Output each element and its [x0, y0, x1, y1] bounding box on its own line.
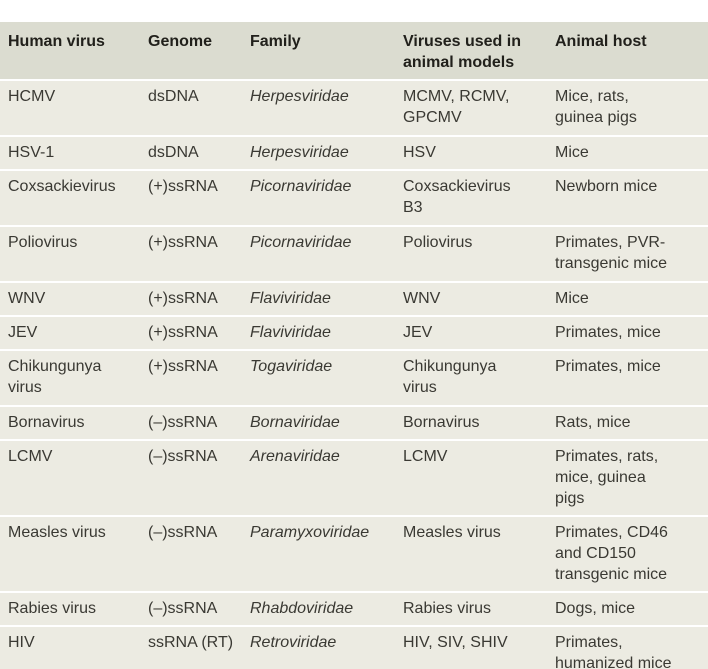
cell-family: Retroviridae: [250, 634, 337, 651]
cell-animal-host: Primates, mice: [555, 324, 661, 341]
cell-genome: (+)ssRNA: [148, 324, 218, 341]
cell-family: Flaviviridae: [250, 324, 331, 341]
cell-animal-models: HSV: [403, 144, 436, 161]
cell-genome: dsDNA: [148, 144, 199, 161]
table-row: [0, 317, 708, 351]
table-row: [0, 593, 708, 627]
cell-family: Arenaviridae: [250, 448, 340, 465]
column-header-animal-models: Viruses used in animal models: [403, 33, 521, 71]
cell-animal-host: Primates, mice: [555, 358, 661, 375]
cell-animal-host: Newborn mice: [555, 178, 658, 195]
cell-human-virus: Poliovirus: [8, 234, 78, 251]
cell-human-virus: HSV-1: [8, 144, 55, 161]
cell-human-virus: WNV: [8, 290, 46, 307]
cell-animal-models: Bornavirus: [403, 414, 480, 431]
cell-family: Picornaviridae: [250, 234, 352, 251]
cell-family: Togaviridae: [250, 358, 333, 375]
cell-genome: (+)ssRNA: [148, 290, 218, 307]
cell-genome: ssRNA (RT): [148, 634, 234, 651]
column-header-family: Family: [250, 33, 301, 50]
cell-animal-models: Chikungunya virus: [403, 358, 497, 396]
cell-genome: (–)ssRNA: [148, 524, 218, 541]
cell-family: Flaviviridae: [250, 290, 331, 307]
cell-genome: (–)ssRNA: [148, 414, 218, 431]
cell-animal-models: HIV, SIV, SHIV: [403, 634, 508, 651]
table-row: [0, 283, 708, 317]
cell-animal-models: Coxsackievirus B3: [403, 178, 511, 216]
cell-human-virus: LCMV: [8, 448, 53, 465]
cell-animal-models: JEV: [403, 324, 433, 341]
virus-table: [0, 22, 708, 669]
cell-animal-host: Rats, mice: [555, 414, 631, 431]
cell-family: Herpesviridae: [250, 144, 349, 161]
table-row: [0, 171, 708, 227]
cell-animal-models: Measles virus: [403, 524, 501, 541]
cell-animal-host: Mice: [555, 290, 589, 307]
table-row: [0, 351, 708, 407]
cell-human-virus: HIV: [8, 634, 35, 651]
cell-genome: (+)ssRNA: [148, 234, 218, 251]
cell-human-virus: Measles virus: [8, 524, 106, 541]
cell-genome: dsDNA: [148, 88, 199, 105]
table-row: [0, 227, 708, 283]
cell-animal-host: Primates, rats, mice, guinea pigs: [555, 448, 659, 507]
table-row: [0, 81, 708, 137]
cell-animal-models: Rabies virus: [403, 600, 492, 617]
table-row: [0, 517, 708, 593]
cell-human-virus: Rabies virus: [8, 600, 97, 617]
column-header-genome: Genome: [148, 33, 213, 50]
cell-family: Rhabdoviridae: [250, 600, 354, 617]
cell-human-virus: Bornavirus: [8, 414, 85, 431]
cell-family: Picornaviridae: [250, 178, 352, 195]
cell-human-virus: Chikungunya virus: [8, 358, 102, 396]
table-row: [0, 407, 708, 441]
cell-human-virus: HCMV: [8, 88, 56, 105]
cell-animal-host: Primates, humanized mice: [555, 634, 672, 669]
cell-human-virus: Coxsackievirus: [8, 178, 116, 195]
column-header-human-virus: Human virus: [8, 33, 105, 50]
cell-genome: (+)ssRNA: [148, 358, 218, 375]
table-row: [0, 137, 708, 171]
cell-animal-models: MCMV, RCMV, GPCMV: [403, 88, 510, 126]
cell-family: Bornaviridae: [250, 414, 340, 431]
cell-animal-host: Primates, CD46 and CD150 transgenic mice: [555, 524, 668, 583]
table-header-row: [0, 22, 708, 81]
cell-animal-host: Dogs, mice: [555, 600, 636, 617]
cell-animal-models: WNV: [403, 290, 441, 307]
cell-animal-models: Poliovirus: [403, 234, 473, 251]
cell-genome: (–)ssRNA: [148, 600, 218, 617]
cell-genome: (–)ssRNA: [148, 448, 218, 465]
cell-human-virus: JEV: [8, 324, 38, 341]
cell-animal-models: LCMV: [403, 448, 448, 465]
cell-family: Herpesviridae: [250, 88, 349, 105]
table-row: [0, 441, 708, 517]
column-header-animal-host: Animal host: [555, 33, 647, 50]
cell-animal-host: Primates, PVR-transgenic mice: [555, 234, 668, 272]
cell-family: Paramyxoviridae: [250, 524, 370, 541]
cell-animal-host: Mice: [555, 144, 589, 161]
table-row: [0, 627, 708, 669]
cell-animal-host: Mice, rats, guinea pigs: [555, 88, 637, 126]
cell-genome: (+)ssRNA: [148, 178, 218, 195]
